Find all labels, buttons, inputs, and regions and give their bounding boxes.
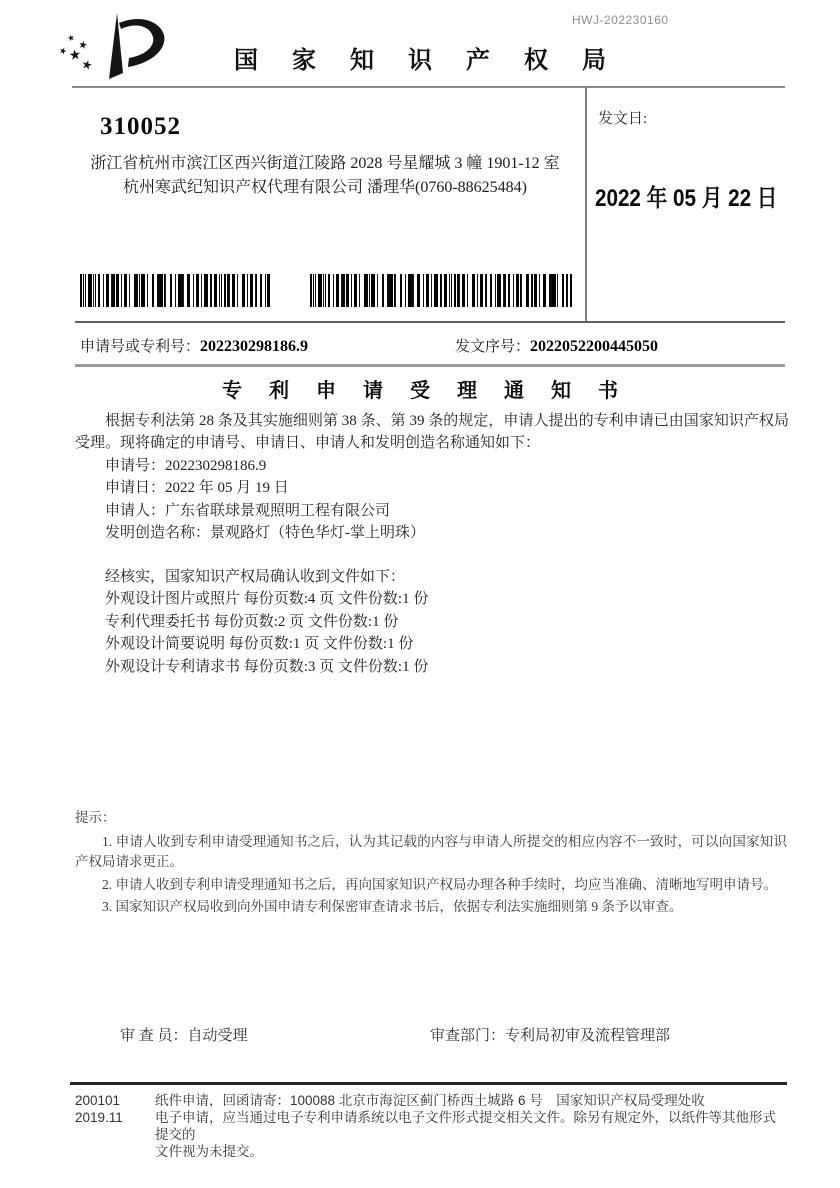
tips-section	[75, 808, 787, 920]
divider-footer	[70, 1082, 787, 1085]
field-invention-name: 发明创造名称：景观路灯（特色华灯-掌上明珠）	[105, 525, 425, 542]
application-number-label: 申请号或专利号：	[80, 339, 201, 355]
application-number-row	[80, 335, 308, 356]
department-value: 专利局初审及流程管理部	[505, 1028, 671, 1044]
tip-item: 1. 申请人收到专利申请受理通知书之后，认为其记载的内容与申请人所提交的相应内容不一致时，可以向国家知识产权局请求更正。	[75, 833, 787, 869]
postal-code: 310052	[100, 113, 181, 140]
divider-title	[75, 364, 785, 367]
tips-label: 提示：	[75, 810, 116, 825]
footer-form-codes	[75, 1092, 155, 1160]
footer-notes	[155, 1092, 787, 1160]
agent-line: 杭州寒武纪知识产权代理有限公司 潘理华(0760-88625484)	[123, 179, 527, 196]
divider-barcode	[75, 321, 785, 323]
footer-form-code: 200101	[75, 1093, 121, 1108]
tip-item: 2. 申请人收到专利申请受理通知书之后，再向国家知识产权局办理各种手续时，均应当准确、清晰地写明申请号。	[102, 876, 777, 892]
examiner-row	[120, 1024, 248, 1045]
footer-form-code: 2019.11	[75, 1110, 123, 1125]
notice-title: 专 利 申 请 受 理 通 知 书	[222, 380, 629, 402]
recipient-address	[75, 152, 575, 200]
received-documents	[75, 566, 789, 678]
barcode-serial	[310, 274, 572, 307]
received-doc-item: 专利代理委托书 每份页数:2 页 文件份数:1 份	[105, 613, 399, 630]
footer-note-line: 纸件申请，回函请寄：100088 北京市海淀区蓟门桥西土城路 6 号 国家知识产权局受理处收	[155, 1093, 705, 1108]
received-intro: 经核实，国家知识产权局确认收到文件如下：	[105, 569, 406, 585]
application-number-value: 202230298186.9	[200, 338, 309, 355]
serial-number-label: 发文序号：	[455, 339, 531, 355]
tip-item: 3. 国家知识产权局收到向外国申请专利保密审查请求书后，依据专利法实施细则第 9 条予以审查。	[102, 899, 683, 914]
field-application-number: 申请号：202230298186.9	[105, 458, 267, 474]
issue-date-label: 发文日:	[598, 111, 648, 127]
serial-number-value: 2022052200445050	[530, 338, 659, 355]
divider-vertical	[585, 86, 587, 322]
department-label: 审查部门：	[430, 1028, 506, 1044]
address-line: 浙江省杭州市滨江区西兴街道江陵路 2028 号星耀城 3 幢 1901-12 室	[90, 155, 560, 172]
serial-number-row	[455, 335, 658, 356]
field-application-date: 申请日：2022 年 05 月 19 日	[105, 480, 289, 497]
footer-note-line: 电子申请，应当通过电子专利申请系统以电子文件形式提交相关文件。除另有规定外，以纸件等其他形式提交的	[155, 1110, 776, 1142]
examiner-label: 审 查 员：	[120, 1028, 188, 1044]
issue-date-value: 2022 年 05 月 22 日	[595, 185, 778, 212]
notice-intro-paragraph: 根据专利法第 28 条及其实施细则第 38 条、第 39 条的规定，申请人提出的专利申请已由国家知识产权局受理。现将确定的申请号、申请日、申请人和发明创造名称通知如下：	[75, 413, 789, 452]
barcode-application	[80, 274, 270, 307]
footer-note-line: 文件视为未提交。	[155, 1144, 263, 1159]
agency-title: 国 家 知 识 产 权 局	[234, 48, 620, 74]
received-doc-item: 外观设计专利请求书 每份页数:3 页 文件份数:1 份	[105, 658, 429, 675]
examiner-value: 自动受理	[187, 1028, 248, 1044]
received-doc-item: 外观设计图片或照片 每份页数:4 页 文件份数:1 份	[105, 591, 429, 608]
document-ref-code: HWJ-202230160	[572, 13, 669, 27]
divider-header	[72, 86, 785, 88]
field-applicant: 申请人：广东省联球景观照明工程有限公司	[105, 502, 391, 519]
department-row	[430, 1024, 670, 1045]
footer	[75, 1092, 787, 1160]
notice-fields	[75, 455, 789, 545]
received-doc-item: 外观设计简要说明 每份页数:1 页 文件份数:1 份	[105, 636, 414, 653]
